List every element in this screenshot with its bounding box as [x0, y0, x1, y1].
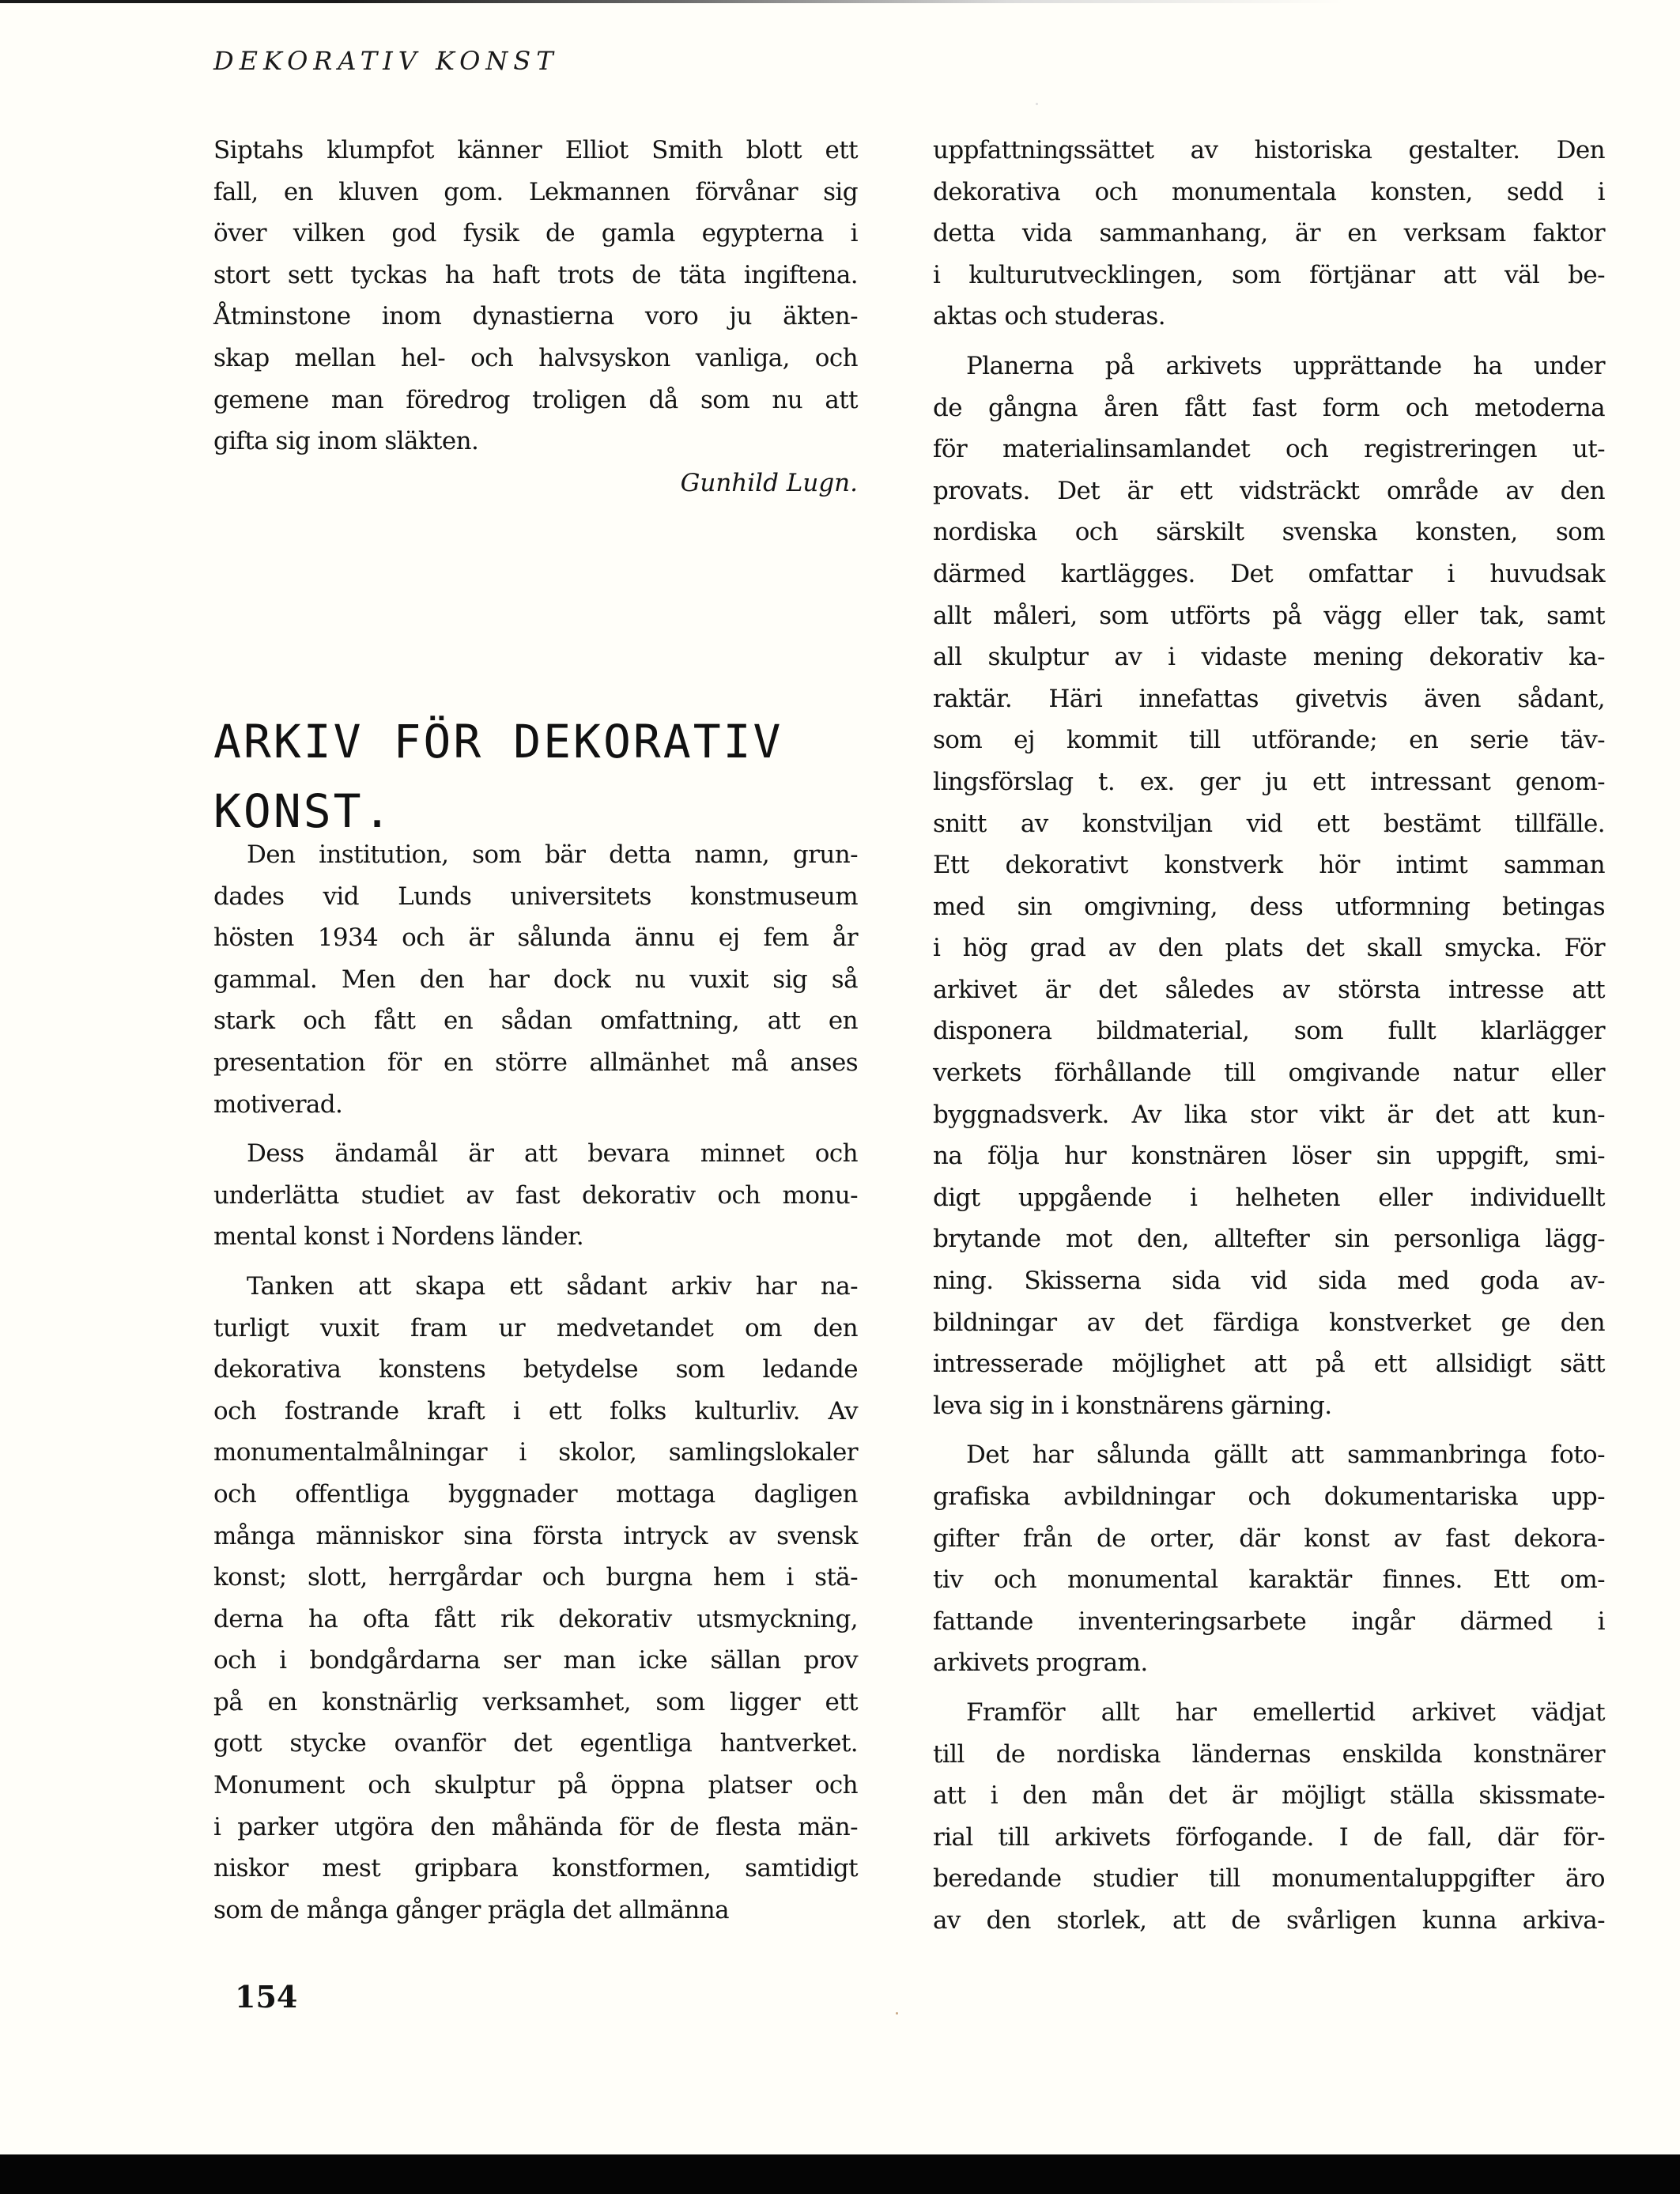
- paragraph: [213, 834, 858, 1125]
- text-line: mental konst i Nordens länder.: [213, 1222, 584, 1252]
- author-signature: Gunhild Lugn.: [680, 468, 858, 497]
- page-number: 154: [235, 1979, 298, 2015]
- text-line: derna ha ofta fått rik dekorativ utsmyckning,: [213, 1604, 858, 1633]
- text-line: intresserade möjlighet att på ett allsidigt sätt: [933, 1350, 1605, 1379]
- text-line: därmed kartlägges. Det omfattar i huvudsak: [933, 559, 1605, 588]
- text-line: all skulptur av i vidaste mening dekorativ ka-: [933, 643, 1605, 672]
- text-line: många människor sina första intryck av svensk: [213, 1521, 858, 1550]
- text-line: gammal. Men den har dock nu vuxit sig så: [213, 965, 858, 994]
- paragraph: [933, 1692, 1605, 1942]
- text-line: digt uppgående i helheten eller individuellt: [933, 1183, 1605, 1212]
- article-title-line: ARKIV FÖR DEKORATIV: [213, 714, 783, 768]
- running-head: DEKORATIV KONST: [213, 46, 559, 76]
- text-line: tiv och monumental karaktär finnes. Ett om-: [933, 1565, 1605, 1595]
- paragraph-gap: [933, 1684, 1605, 1692]
- text-line: bildningar av det färdiga konstverket ge den: [933, 1308, 1605, 1337]
- article-right-column: [933, 130, 1605, 1942]
- text-line: allt måleri, som utförts på vägg eller tak, samt: [933, 601, 1605, 630]
- paragraph: [213, 1266, 858, 1932]
- text-line: som ej kommit till utförande; en serie täv-: [933, 726, 1605, 755]
- article-left-column: [213, 834, 858, 1931]
- text-line: detta vida sammanhang, är en verksam faktor: [933, 219, 1605, 248]
- text-line: raktär. Häri innefattas givetvis även sådant,: [933, 684, 1605, 713]
- text-line: de gångna åren fått fast form och metoderna: [933, 393, 1605, 422]
- paragraph-gap: [213, 1258, 858, 1266]
- text-line: uppfattningssättet av historiska gestalter. Den: [933, 136, 1605, 164]
- paragraph-gap: [213, 1125, 858, 1133]
- text-line: Åtminstone inom dynastierna voro ju äkten-: [213, 302, 858, 331]
- text-line: lingsförslag t. ex. ger ju ett intressant genom-: [933, 767, 1605, 796]
- text-line: dades vid Lunds universitets konstmuseum: [213, 882, 858, 911]
- text-line: fattande inventeringsarbete ingår därmed i: [933, 1607, 1605, 1636]
- text-line: grafiska avbildningar och dokumentariska upp-: [933, 1482, 1605, 1511]
- text-line: över vilken god fysik de gamla egypterna i: [213, 219, 858, 248]
- text-line: ning. Skisserna sida vid sida med goda av-: [933, 1267, 1605, 1296]
- text-line: aktas och studeras.: [933, 302, 1165, 331]
- text-line: som de många gånger prägla det allmänna: [213, 1895, 729, 1924]
- text-line: niskor mest gripbara konstformen, samtidigt: [213, 1854, 858, 1883]
- text-line: Dess ändamål är att bevara minnet och: [247, 1139, 858, 1169]
- text-line: byggnadsverk. Av lika stor vikt är det att kun-: [933, 1100, 1605, 1129]
- text-line: hösten 1934 och är sålunda ännu ej fem år: [213, 923, 858, 953]
- text-line: på en konstnärlig verksamhet, som ligger ett: [213, 1687, 858, 1716]
- text-line: verkets förhållande till omgivande natur eller: [933, 1059, 1605, 1088]
- text-line: med sin omgivning, dess utformning betingas: [933, 892, 1605, 921]
- text-line: motiverad.: [213, 1089, 343, 1119]
- text-line: gifta sig inom släkten.: [213, 427, 479, 456]
- text-line: Framför allt har emellertid arkivet vädjat: [966, 1697, 1605, 1727]
- text-line: snitt av konstviljan vid ett bestämt tillfälle.: [933, 809, 1605, 838]
- text-line: skap mellan hel- och halvsyskon vanliga, och: [213, 343, 858, 372]
- text-line: turligt vuxit fram ur medvetandet om den: [213, 1313, 858, 1342]
- paragraph: [933, 1434, 1605, 1684]
- text-line: Ett dekorativt konstverk hör intimt samman: [933, 851, 1605, 880]
- paragraph: [213, 1133, 858, 1258]
- previous-article-ending: [213, 130, 858, 504]
- text-line: gemene man föredrog troligen då som nu att: [213, 385, 858, 414]
- text-line: gott stycke ovanför det egentliga hantverket.: [213, 1729, 858, 1758]
- text-line: stark och fått en sådan omfattning, att en: [213, 1006, 858, 1036]
- text-line: för materialinsamlandet och registreringen ut-: [933, 435, 1605, 464]
- text-line: nordiska och särskilt svenska konsten, som: [933, 518, 1605, 547]
- paragraph-gap: [933, 338, 1605, 346]
- text-line: Det har sålunda gällt att sammanbringa foto-: [966, 1441, 1605, 1470]
- text-line: Monument och skulptur på öppna platser och: [213, 1771, 858, 1800]
- text-line: underlätta studiet av fast dekorativ och monu-: [213, 1180, 858, 1210]
- text-line: leva sig in i konstnärens gärning.: [933, 1391, 1332, 1420]
- text-line: Tanken att skapa ett sådant arkiv har na-: [247, 1271, 858, 1301]
- scan-bottom-border: [0, 2154, 1680, 2194]
- paragraph: [933, 346, 1605, 1426]
- text-line: provats. Det är ett vidsträckt område av den: [933, 476, 1605, 505]
- text-line: att i den mån det är möjligt ställa skissmate-: [933, 1781, 1605, 1811]
- text-line: presentation för en större allmänhet må anses: [213, 1048, 858, 1077]
- text-line: i kulturutvecklingen, som förtjänar att väl be-: [933, 260, 1605, 289]
- article-title-line: KONST.: [213, 784, 394, 838]
- text-line: Siptahs klumpfot känner Elliot Smith blott ett: [213, 136, 858, 164]
- article-title: [213, 707, 783, 846]
- text-line: och fostrande kraft i ett folks kulturliv. Av: [213, 1396, 858, 1426]
- text-line: Den institution, som bär detta namn, grun-: [247, 840, 858, 869]
- text-line: och i bondgårdarna ser man icke sällan prov: [213, 1646, 858, 1675]
- text-line: av den storlek, att de svårligen kunna arkiva-: [933, 1905, 1605, 1935]
- text-line: Planerna på arkivets upprättande ha under: [966, 351, 1605, 380]
- text-line: dekorativa och monumentala konsten, sedd i: [933, 177, 1605, 206]
- text-line: stort sett tyckas ha haft trots de täta ingiftena.: [213, 260, 858, 289]
- scan-speck: [1036, 103, 1038, 105]
- text-line: arkivet är det således av största intresse att: [933, 975, 1605, 1004]
- text-line: till de nordiska ländernas enskilda konstnärer: [933, 1739, 1605, 1769]
- scan-top-edge: [0, 0, 1680, 3]
- paragraph: [933, 130, 1605, 338]
- scan-speck: [896, 2012, 898, 2015]
- text-line: beredande studier till monumentaluppgifter äro: [933, 1864, 1605, 1894]
- text-line: brytande mot den, alltefter sin personliga lägg-: [933, 1225, 1605, 1254]
- text-line: gifter från de orter, där konst av fast dekora-: [933, 1524, 1605, 1553]
- text-line: monumentalmålningar i skolor, samlingslokaler: [213, 1438, 858, 1467]
- text-line: fall, en kluven gom. Lekmannen förvånar sig: [213, 177, 858, 206]
- text-line: i parker utgöra den måhända för de flesta män-: [213, 1812, 858, 1841]
- text-line: disponera bildmaterial, som fullt klarlägger: [933, 1017, 1605, 1046]
- text-line: rial till arkivets förfogande. I de fall, där för-: [933, 1822, 1605, 1852]
- text-line: i hög grad av den plats det skall smycka. För: [933, 934, 1605, 963]
- paragraph-gap: [933, 1426, 1605, 1434]
- text-line: och offentliga byggnader mottaga dagligen: [213, 1479, 858, 1509]
- text-line: arkivets program.: [933, 1648, 1148, 1678]
- text-line: dekorativa konstens betydelse som ledande: [213, 1355, 858, 1384]
- text-line: na följa hur konstnären löser sin uppgift, smi-: [933, 1142, 1605, 1171]
- text-line: konst; slott, herrgårdar och burgna hem i stä-: [213, 1563, 858, 1592]
